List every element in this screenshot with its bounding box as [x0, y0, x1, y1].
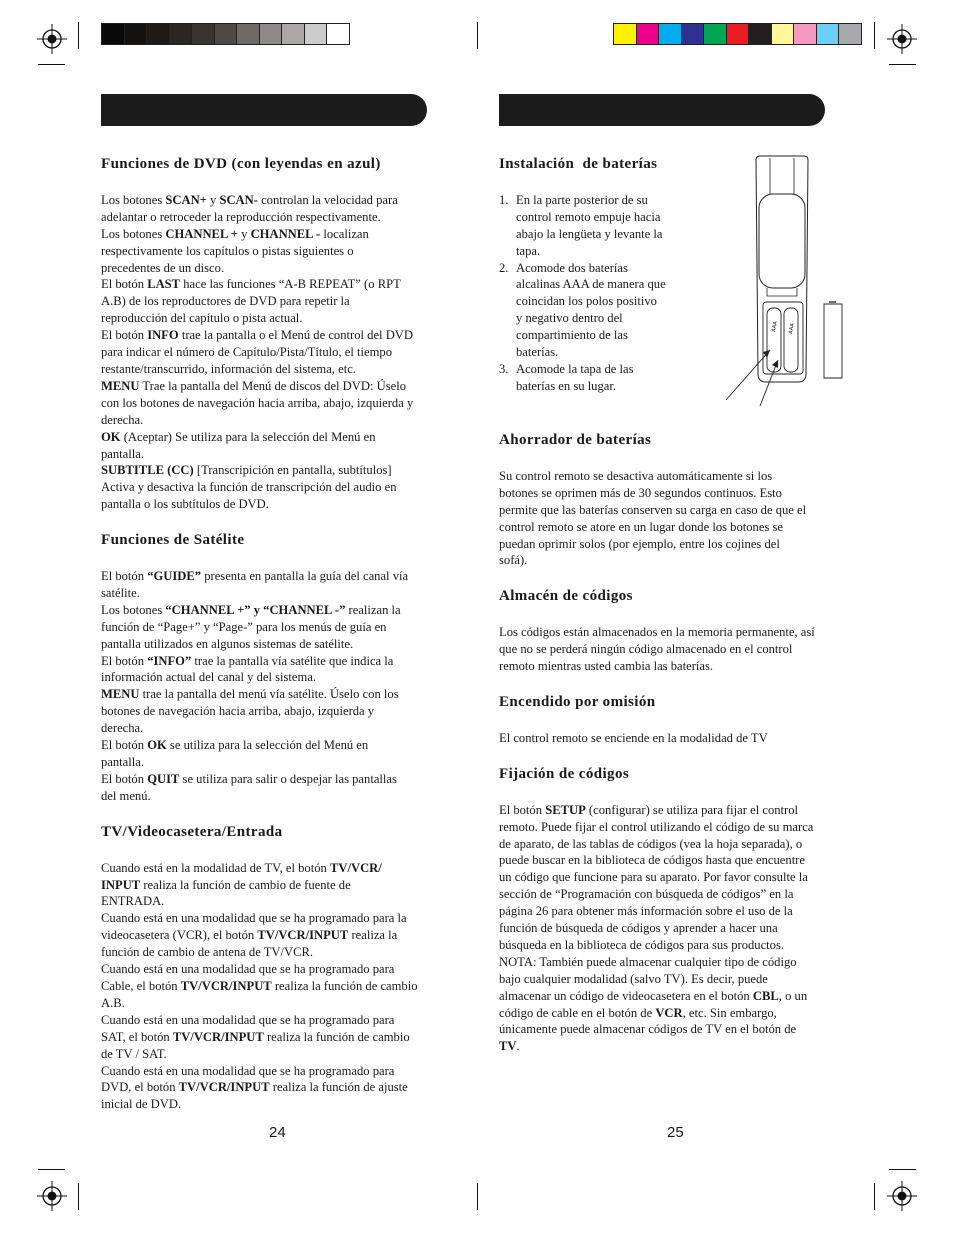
- body-text-line: inicial de DVD.: [101, 1097, 182, 1112]
- right-page-column: [499, 432, 859, 1055]
- color-swatch: [281, 24, 304, 44]
- body-text-line: MENU Trae la pantalla del Menú de discos del DVD: Úselo: [101, 378, 407, 393]
- color-swatch: [146, 24, 169, 44]
- step-text-line: y negativo dentro del: [516, 311, 623, 326]
- color-swatch: [191, 24, 214, 44]
- crop-mark: [874, 22, 875, 49]
- body-text-line: videocasetera (VCR), el botón TV/VCR/INPUT realiza la: [101, 928, 398, 943]
- body-text-line: función de “Page+” y “Page-” para los menús de guía en: [101, 619, 387, 634]
- battery-label: AAA: [788, 322, 796, 335]
- body-text-line: derecha.: [101, 721, 144, 736]
- body-text-line: almacenar un código de videocasetera en el botón CBL, o un: [499, 988, 808, 1003]
- left-page-column: [101, 156, 461, 1113]
- body-text-line: Cuando está en una modalidad que se ha programado para la: [101, 911, 407, 926]
- crop-mark: [477, 22, 478, 49]
- header-bar-right: [499, 94, 825, 126]
- color-swatch: [748, 24, 771, 44]
- body-text-line: restante/transcurrido, información del sistema, etc.: [101, 361, 356, 376]
- body-text-line: El botón LAST hace las funciones “A-B REPEAT” (o RPT: [101, 277, 401, 292]
- step-text-line: control remoto empuje hacia: [516, 209, 661, 224]
- body-text-line: sección de “Programación con búsqueda de códigos” en la: [499, 887, 794, 902]
- body-text-line: Cuando está en una modalidad que se ha programado para: [101, 1012, 395, 1027]
- color-swatch: [726, 24, 749, 44]
- color-swatch: [658, 24, 681, 44]
- body-text-line: MENU trae la pantalla del menú vía satélite. Úselo con los: [101, 687, 399, 702]
- section-heading: TV/Videocasetera/Entrada: [101, 823, 283, 840]
- step-number: 1.: [499, 192, 509, 207]
- section-body: [499, 624, 859, 675]
- section-body: [101, 860, 461, 1114]
- color-swatch: [124, 24, 147, 44]
- section-body: [499, 802, 859, 1056]
- body-text-line: El botón QUIT se utiliza para salir o despejar las pantallas: [101, 771, 397, 786]
- color-swatch: [236, 24, 259, 44]
- body-text-line: precedentes de un disco.: [101, 260, 225, 275]
- step-text-line: alcalinas AAA de manera que: [516, 277, 666, 292]
- body-text-line: del menú.: [101, 788, 151, 803]
- body-text-line: puede buscar en la biblioteca de códigos hasta que encuentre: [499, 853, 805, 868]
- body-text-line: INPUT realiza la función de cambio de fuente de: [101, 877, 351, 892]
- section-heading: Almacén de códigos: [499, 588, 633, 605]
- registration-mark-bottom-left: [37, 1181, 67, 1216]
- body-text-line: Los botones CHANNEL + y CHANNEL - localizan: [101, 226, 369, 241]
- section-heading: Funciones de DVD (con leyendas en azul): [101, 156, 381, 172]
- body-text-line: pantalla utilizados en algunos sistemas de satélite.: [101, 636, 354, 651]
- crop-mark: [477, 1183, 478, 1210]
- color-swatch: [771, 24, 794, 44]
- crop-mark: [874, 1183, 875, 1210]
- grayscale-color-bar: [101, 23, 350, 45]
- body-text-line: DVD, el botón TV/VCR/INPUT realiza la función de ajuste: [101, 1080, 408, 1095]
- step-number: 2.: [499, 260, 509, 275]
- body-text-line: para indicar el número de Capítulo/Pista/Título, el tiempo: [101, 345, 392, 360]
- body-text-line: con los botones de navegación hacia arriba, abajo, izquierda y: [101, 395, 414, 410]
- crop-mark: [38, 1169, 65, 1170]
- body-text-line: Activa y desactiva la función de transcripción del audio en: [101, 480, 397, 495]
- page-number-left: 24: [269, 1124, 286, 1141]
- color-swatch: [681, 24, 704, 44]
- body-text-line: página 26 para obtener más información sobre el uso de la: [499, 904, 793, 919]
- body-text-line: ENTRADA.: [101, 894, 165, 909]
- step-text-line: Acomode la tapa de las: [516, 361, 634, 376]
- step-text-line: compartimiento de las: [516, 328, 628, 343]
- body-text-line: A.B) de los reproductores de DVD para repetir la: [101, 294, 350, 309]
- body-text-line: función de cambio de antena de TV/VCR.: [101, 945, 314, 960]
- registration-mark-top-right: [887, 24, 917, 59]
- step-text-line: baterías.: [516, 345, 559, 360]
- body-text-line: SAT, el botón TV/VCR/INPUT realiza la función de cambio: [101, 1029, 410, 1044]
- crop-mark: [889, 1169, 916, 1170]
- color-swatch: [816, 24, 839, 44]
- body-text-line: bajo cualquier modalidad (salvo TV). Es decir, puede: [499, 971, 768, 986]
- body-text-line: puedan oprimir solos (por ejemplo, entre los cojines del: [499, 536, 780, 551]
- body-text-line: que no se perderá ningún código almacenado en el control: [499, 642, 793, 657]
- body-text-line: información actual del canal y del sistema.: [101, 670, 317, 685]
- body-text-line: El botón “GUIDE” presenta en pantalla la guía del canal vía: [101, 569, 409, 584]
- color-swatch: [304, 24, 327, 44]
- step-number: 3.: [499, 361, 509, 376]
- body-text-line: pantalla o los subtítulos de DVD.: [101, 497, 269, 512]
- body-text-line: sofá).: [499, 553, 528, 568]
- page-number-right: 25: [667, 1124, 684, 1141]
- body-text-line: un código que funcione para su aparato. Por favor consulte la: [499, 870, 808, 885]
- color-swatch: [614, 24, 636, 44]
- body-text-line: Cuando está en una modalidad que se ha programado para: [101, 1063, 395, 1078]
- body-text-line: de TV / SAT.: [101, 1046, 167, 1061]
- battery-step: [499, 361, 699, 395]
- color-swatch: [326, 24, 349, 44]
- body-text-line: remoto. Puede fijar el control utilizando el código de su marca: [499, 819, 814, 834]
- body-text-line: botones se oprimen más de 30 segundos continuos. Esto: [499, 485, 782, 500]
- body-text-line: derecha.: [101, 412, 144, 427]
- body-text-line: TV.: [499, 1039, 520, 1054]
- section-heading: Encendido por omisión: [499, 693, 656, 710]
- body-text-line: Los códigos están almacenados en la memoria permanente, así: [499, 625, 815, 640]
- registration-mark-top-left: [37, 24, 67, 59]
- body-text-line: NOTA: También puede almacenar cualquier tipo de código: [499, 954, 797, 969]
- body-text-line: función de búsqueda de códigos y aprender a hacer una: [499, 921, 778, 936]
- color-swatch: [214, 24, 237, 44]
- battery-step: [499, 260, 699, 361]
- body-text-line: El botón SETUP (configurar) se utiliza para fijar el control: [499, 802, 799, 817]
- step-text-line: Acomode dos baterías: [516, 260, 628, 275]
- crop-mark: [78, 1183, 79, 1210]
- color-swatch: [838, 24, 861, 44]
- color-swatch: [703, 24, 726, 44]
- body-text-line: únicamente puede almacenar códigos de TV en el botón de: [499, 1022, 797, 1037]
- body-text-line: OK (Aceptar) Se utiliza para la selección del Menú en: [101, 429, 376, 444]
- body-text-line: Cuando está en la modalidad de TV, el botón TV/VCR/: [101, 860, 382, 875]
- battery-install-section: [499, 156, 699, 395]
- body-text-line: remoto mientras usted cambia las baterías.: [499, 659, 714, 674]
- body-text-line: El control remoto se enciende en la modalidad de TV: [499, 730, 768, 745]
- body-text-line: Cable, el botón TV/VCR/INPUT realiza la función de cambio: [101, 978, 418, 993]
- body-text-line: Su control remoto se desactiva automáticamente si los: [499, 468, 773, 483]
- crop-mark: [38, 64, 65, 65]
- body-text-line: control remoto se atore en un lugar donde los botones se: [499, 519, 783, 534]
- body-text-line: búsqueda en la biblioteca de códigos para sus productos.: [499, 937, 785, 952]
- crop-mark: [889, 64, 916, 65]
- body-text-line: reproducción del capítulo o pista actual.: [101, 311, 303, 326]
- body-text-line: permite que las baterías conserven su carga en caso de que el: [499, 502, 807, 517]
- color-swatch: [259, 24, 282, 44]
- section-body: [499, 468, 859, 569]
- body-text-line: pantalla.: [101, 446, 145, 461]
- step-text-line: abajo la lengüeta y levante la: [516, 226, 663, 241]
- process-color-bar: [613, 23, 862, 45]
- body-text-line: satélite.: [101, 585, 140, 600]
- color-swatch: [102, 24, 124, 44]
- section-body: [101, 568, 461, 805]
- section-body: [101, 192, 461, 513]
- battery-install-steps: [499, 192, 699, 395]
- color-swatch: [169, 24, 192, 44]
- crop-mark: [78, 22, 79, 49]
- step-text-line: baterías en su lugar.: [516, 378, 617, 393]
- battery-install-heading: Instalación de baterías: [499, 156, 658, 172]
- body-text-line: Cuando está en una modalidad que se ha programado para: [101, 962, 395, 977]
- body-text-line: El botón “INFO” trae la pantalla vía satélite que indica la: [101, 653, 394, 668]
- body-text-line: A.B.: [101, 995, 125, 1010]
- body-text-line: Los botones SCAN+ y SCAN- controlan la velocidad para: [101, 192, 398, 207]
- registration-mark-bottom-right: [887, 1181, 917, 1216]
- body-text-line: respectivamente los capítulos o pistas siguientes o: [101, 243, 354, 258]
- body-text-line: El botón INFO trae la pantalla o el Menú de control del DVD: [101, 328, 413, 343]
- color-swatch: [636, 24, 659, 44]
- battery-step: [499, 192, 699, 260]
- section-body: [499, 730, 859, 747]
- body-text-line: pantalla.: [101, 755, 145, 769]
- body-text-line: de aparato, de las tablas de códigos (vea la hoja separada), o: [499, 836, 803, 851]
- step-text-line: tapa.: [516, 243, 541, 258]
- body-text-line: El botón OK se utiliza para la selección del Menú en: [101, 738, 369, 753]
- body-text-line: SUBTITLE (CC) [Transcripición en pantalla, subtítulos]: [101, 463, 392, 478]
- section-heading: Funciones de Satélite: [101, 532, 245, 549]
- remote-battery-illustration: [722, 152, 862, 413]
- body-text-line: adelantar o retroceder la reproducción respectivamente.: [101, 209, 381, 224]
- section-heading: Fijación de códigos: [499, 765, 630, 782]
- battery-label: AAA: [771, 320, 779, 333]
- step-text-line: En la parte posterior de su: [516, 192, 648, 207]
- body-text-line: botones de navegación hacia arriba, abajo, izquierda y: [101, 704, 375, 719]
- body-text-line: Los botones “CHANNEL +” y “CHANNEL -” realizan la: [101, 602, 401, 617]
- section-heading: Ahorrador de baterías: [499, 432, 652, 448]
- header-bar-left: [101, 94, 427, 126]
- body-text-line: código de cable en el botón de VCR, etc. Sin embargo,: [499, 1005, 777, 1020]
- color-swatch: [793, 24, 816, 44]
- step-text-line: coincidan los polos positivo: [516, 294, 657, 309]
